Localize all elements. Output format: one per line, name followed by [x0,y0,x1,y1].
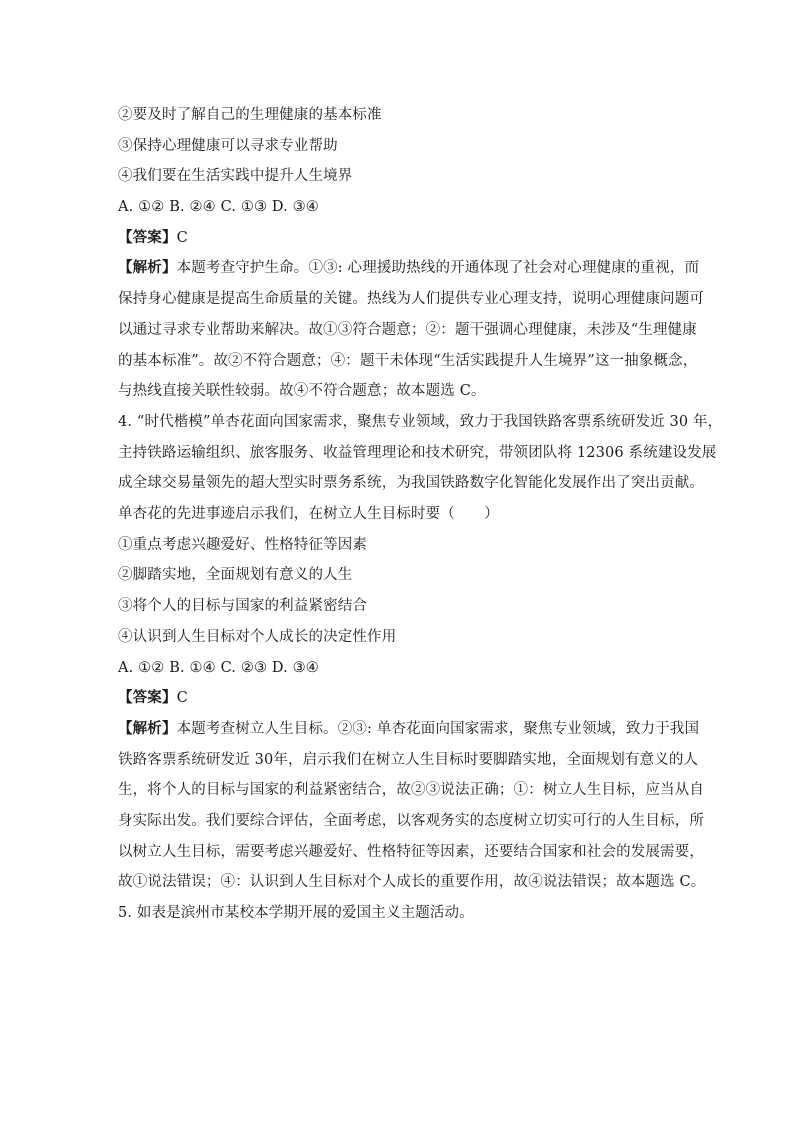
document-page [118,100,723,929]
q4-analysis [118,714,706,898]
q3-choices: A. ①② B. ②④ C. ①③ D. ③④ [118,199,319,216]
q4-stem-line: 主持铁路运输组织、旅客服务、收益管理理论和技术研究，带领团队将 12306 系统建设发展 [118,444,717,461]
q3-analysis-tag: 【解析】 [118,260,177,277]
q5-stem: 5. 如表是滨州市某校本学期开展的爱国主义主题活动。 [118,905,474,922]
q4-analysis-line: 【解析】本题考查树立人生目标。②③: 单杏花面向国家需求，聚焦专业领域，致力于我国 [118,720,700,737]
q4-analysis-tag: 【解析】 [118,720,177,737]
q3-analysis-line: 保持身心健康是提高生命质量的关键。热线为人们提供专业心理支持，说明心理健康问题可 [118,291,704,308]
q3-analysis-line: 的基本标准”。故②不符合题意；④：题干未体现“生活实践提升人生境界”这一抽象概念， [118,352,698,369]
q3-answer-tag: 【答案】 [118,229,177,246]
q4-option-3: ③将个人的目标与国家的利益紧密结合 [118,598,368,615]
q4-option-4: ④认识到人生目标对个人成长的决定性作用 [118,628,397,645]
q4-answer-tag: 【答案】 [118,690,177,707]
q3-option-4: ④我们要在生活实践中提升人生境界 [118,168,353,185]
q3-option-3: ③保持心理健康可以寻求专业帮助 [118,137,338,154]
q4-answer [118,683,688,714]
q4-analysis-line: 铁路客票系统研发近 30年，启示我们在树立人生目标时要脚踏实地，全面规划有意义的人 [118,751,699,768]
q3-answer [118,223,688,254]
q4-stem [118,407,723,530]
q4-stem-line: 4. “时代楷模”单杏花面向国家需求，聚焦专业领域，致力于我国铁路客票系统研发近 30 年， [118,413,723,430]
q3-option-2: ②要及时了解自己的生理健康的基本标准 [118,107,382,123]
q4-analysis-line: 以树立人生目标，需要考虑兴趣爱好、性格特征等因素，还要结合国家和社会的发展需要， [118,843,704,860]
q3-analysis-line: 与热线直接关联性较弱。故④不符合题意；故本题选 C。 [118,383,486,400]
q3-analysis-line: 以通过寻求专业帮助来解决。故①③符合题意；②：题干强调心理健康，未涉及“生理健康 [118,321,697,338]
q4-analysis-line: 身实际出发。我们要综合评估，全面考虑，以客观务实的态度树立切实可行的人生目标，所 [118,813,704,829]
q4-analysis-line: 故①说法错误；④：认识到人生目标对个人成长的重要作用，故④说法错误；故本题选 C。 [118,874,706,891]
q3-analysis-line: 【解析】本题考查守护生命。①③: 心理援助热线的开通体现了社会对心理健康的重视，而 [118,260,700,277]
q4-option-2: ②脚踏实地，全面规划有意义的人生 [118,567,353,584]
q3-answer-value: C [176,229,188,246]
q4-choices: A. ①② B. ①④ C. ②③ D. ③④ [118,659,319,676]
q4-analysis-line: 生，将个人的目标与国家的利益紧密结合，故②③说法正确；①：树立人生目标，应当从自 [118,782,704,799]
q4-answer-value: C [176,690,188,707]
q3-analysis [118,253,704,407]
q4-option-1: ①重点考虑兴趣爱好、性格特征等因素 [118,536,368,553]
q4-stem-line: 成全球交易量领先的超大型实时票务系统，为我国铁路数字化智能化发展作出了突出贡献。 [118,475,704,492]
q4-stem-line: 单杏花的先进事迹启示我们，在树立人生目标时要（ ） [118,506,499,523]
